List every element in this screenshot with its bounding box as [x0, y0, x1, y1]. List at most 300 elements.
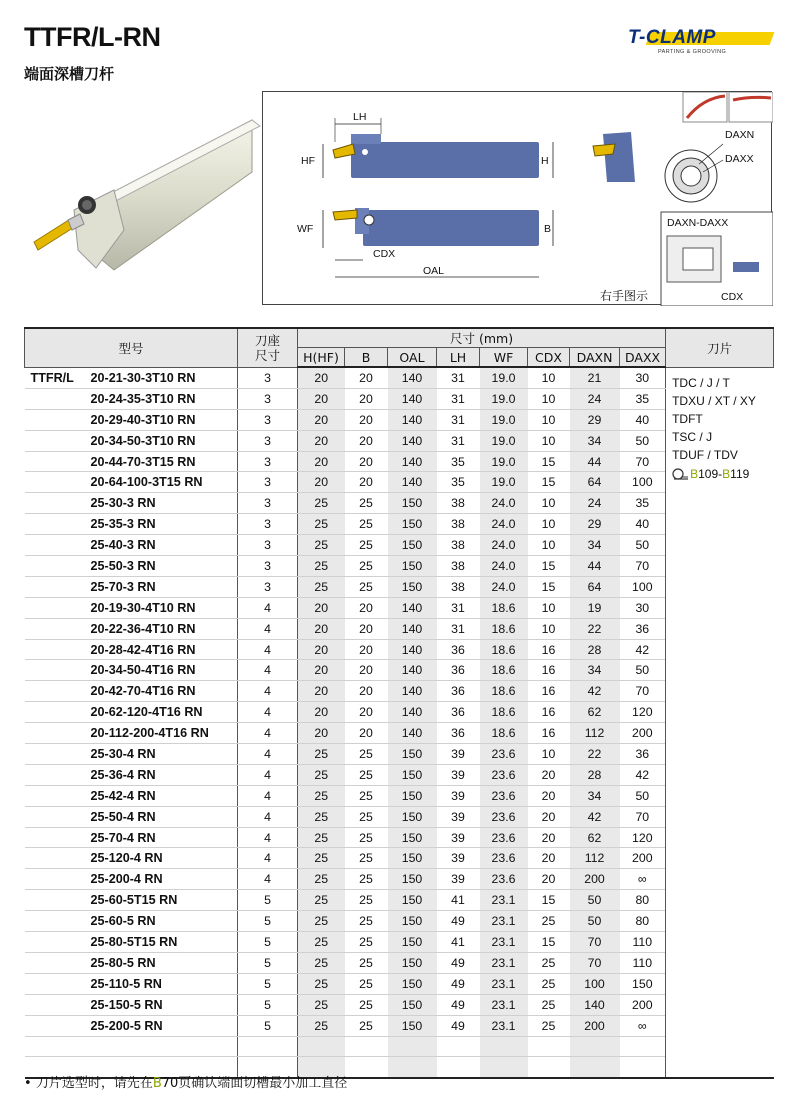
value-cell: 10: [528, 744, 570, 765]
value-cell: 150: [388, 556, 437, 577]
model-code: 20-64-100-3T15 RN: [90, 475, 203, 490]
value-cell: 22: [570, 744, 620, 765]
label-daxn: DAXN: [725, 129, 755, 141]
value-cell: 24.0: [480, 535, 528, 556]
value-cell: 10: [528, 388, 570, 409]
tool-holder-photo: [24, 110, 264, 300]
value-cell: 28: [570, 639, 620, 660]
table-row: [25, 952, 774, 973]
model-cell: [25, 1015, 238, 1036]
value-cell: 29: [570, 514, 620, 535]
value-cell: 19.0: [480, 430, 528, 451]
value-cell: 20: [298, 597, 345, 618]
model-cell: [25, 556, 238, 577]
value-cell: 18.6: [480, 660, 528, 681]
value-cell: 40: [620, 409, 666, 430]
value-cell: 25: [528, 911, 570, 932]
value-cell: 25: [298, 869, 345, 890]
label-h: H: [541, 155, 549, 167]
value-cell: 25: [298, 744, 345, 765]
page-title: TTFR/L-RN: [24, 22, 161, 52]
value-cell: 20: [345, 702, 388, 723]
value-cell: 140: [388, 472, 437, 493]
value-cell: 50: [570, 911, 620, 932]
value-cell: 140: [388, 409, 437, 430]
value-cell: 140: [388, 681, 437, 702]
value-cell: 20: [298, 702, 345, 723]
value-cell: 31: [437, 367, 480, 388]
model-cell: [25, 597, 238, 618]
value-cell: 34: [570, 660, 620, 681]
value-cell: 38: [437, 514, 480, 535]
seat-cell: 4: [238, 785, 298, 806]
value-cell: 20: [298, 472, 345, 493]
value-cell: 150: [388, 785, 437, 806]
value-cell: 200: [620, 848, 666, 869]
table-row: [25, 451, 774, 472]
value-cell: 23.1: [480, 932, 528, 953]
value-cell: 30: [620, 367, 666, 388]
brand-name: T-CLAMP: [628, 27, 716, 48]
value-cell: 100: [620, 576, 666, 597]
value-cell: 24.0: [480, 556, 528, 577]
value-cell: 25: [345, 744, 388, 765]
value-cell: 200: [570, 1015, 620, 1036]
value-cell: 10: [528, 618, 570, 639]
value-cell: 10: [528, 597, 570, 618]
value-cell: 150: [388, 911, 437, 932]
note-bullet: •: [24, 1076, 32, 1091]
value-cell: 25: [345, 764, 388, 785]
value-cell: 23.6: [480, 848, 528, 869]
value-cell: 70: [620, 806, 666, 827]
value-cell: 20: [298, 681, 345, 702]
model-cell: [25, 576, 238, 597]
value-cell: 20: [298, 639, 345, 660]
model-code: 20-29-40-3T10 RN: [90, 412, 196, 427]
value-cell: 20: [298, 723, 345, 744]
value-cell: 25: [345, 869, 388, 890]
model-code: 20-24-35-3T10 RN: [90, 391, 196, 406]
value-cell: 39: [437, 764, 480, 785]
value-cell: 20: [345, 723, 388, 744]
insert-item: TDFT: [672, 411, 703, 426]
value-cell: 25: [298, 827, 345, 848]
value-cell: 20: [528, 827, 570, 848]
note-text-before: 刀片选型时，请先在: [35, 1076, 153, 1091]
value-cell: 10: [528, 535, 570, 556]
value-cell: 20: [345, 430, 388, 451]
value-cell: 25: [345, 994, 388, 1015]
brand-logo: [628, 27, 773, 59]
value-cell: 20: [345, 639, 388, 660]
seat-cell: 4: [238, 597, 298, 618]
model-code: 25-110-5 RN: [90, 976, 162, 991]
value-cell: ∞: [620, 1015, 666, 1036]
value-cell: 36: [620, 618, 666, 639]
model-cell: [25, 639, 238, 660]
value-cell: 10: [528, 493, 570, 514]
value-cell: 70: [620, 451, 666, 472]
model-code: 20-44-70-3T15 RN: [90, 454, 196, 469]
value-cell: 140: [388, 723, 437, 744]
table-row: [25, 618, 774, 639]
value-cell: 100: [620, 472, 666, 493]
value-cell: 20: [345, 618, 388, 639]
value-cell: 20: [528, 785, 570, 806]
seat-cell: 4: [238, 723, 298, 744]
value-cell: 140: [388, 702, 437, 723]
value-cell: 25: [345, 576, 388, 597]
table-row: [25, 994, 774, 1015]
table-row-blank: [25, 1036, 774, 1057]
value-cell: 25: [528, 1015, 570, 1036]
value-cell: 10: [528, 430, 570, 451]
value-cell: 25: [345, 806, 388, 827]
model-cell: [25, 451, 238, 472]
insert-item: TDUF / TDV: [672, 448, 738, 463]
value-cell: 25: [345, 556, 388, 577]
value-cell: 20: [298, 409, 345, 430]
value-cell: 41: [437, 890, 480, 911]
header-seat-text: 刀座 尺寸: [254, 332, 280, 363]
value-cell: 15: [528, 556, 570, 577]
value-cell: 25: [298, 973, 345, 994]
value-cell: 15: [528, 932, 570, 953]
header-col: OAL: [388, 348, 437, 368]
model-cell: [25, 409, 238, 430]
seat-cell: 3: [238, 493, 298, 514]
value-cell: 25: [345, 785, 388, 806]
value-cell: 34: [570, 785, 620, 806]
value-cell: 20: [345, 681, 388, 702]
seat-cell: 3: [238, 367, 298, 388]
insert-ref-part: B: [722, 466, 731, 481]
value-cell: 110: [620, 932, 666, 953]
value-cell: 23.6: [480, 869, 528, 890]
value-cell: 25: [345, 848, 388, 869]
value-cell: 80: [620, 890, 666, 911]
value-cell: 25: [528, 973, 570, 994]
value-cell: 23.1: [480, 911, 528, 932]
value-cell: 16: [528, 681, 570, 702]
value-cell: 15: [528, 576, 570, 597]
label-section: DAXN-DAXX: [667, 217, 729, 229]
table-row: [25, 764, 774, 785]
header-col: CDX: [528, 348, 570, 368]
model-cell: [25, 744, 238, 765]
model-code: 25-40-3 RN: [90, 538, 156, 553]
value-cell: 25: [298, 535, 345, 556]
value-cell: 19.0: [480, 472, 528, 493]
value-cell: 150: [388, 744, 437, 765]
value-cell: 44: [570, 556, 620, 577]
seat-cell: 5: [238, 973, 298, 994]
seat-cell: 4: [238, 806, 298, 827]
value-cell: 28: [570, 764, 620, 785]
model-cell: [25, 472, 238, 493]
label-daxx: DAXX: [725, 153, 754, 165]
value-cell: 42: [570, 681, 620, 702]
value-cell: 42: [620, 764, 666, 785]
value-cell: 150: [388, 535, 437, 556]
seat-cell: 4: [238, 639, 298, 660]
table-row: [25, 806, 774, 827]
seat-cell: 3: [238, 514, 298, 535]
seat-cell: 4: [238, 744, 298, 765]
header-dims: 尺寸 (mm): [298, 328, 666, 348]
page-subtitle: 端面深槽刀杆: [24, 65, 115, 83]
value-cell: 25: [298, 493, 345, 514]
label-cdx2: CDX: [721, 291, 744, 303]
model-code: 25-200-5 RN: [90, 1018, 163, 1033]
label-wf: WF: [297, 223, 314, 235]
insert-page-ref[interactable]: [672, 465, 774, 483]
value-cell: 25: [345, 535, 388, 556]
value-cell: 10: [528, 514, 570, 535]
value-cell: 25: [345, 827, 388, 848]
value-cell: 42: [570, 806, 620, 827]
value-cell: 150: [388, 764, 437, 785]
value-cell: 120: [620, 827, 666, 848]
value-cell: 25: [528, 994, 570, 1015]
value-cell: 42: [620, 639, 666, 660]
model-cell: [25, 806, 238, 827]
value-cell: 21: [570, 367, 620, 388]
value-cell: 120: [620, 702, 666, 723]
value-cell: 20: [345, 472, 388, 493]
value-cell: 49: [437, 994, 480, 1015]
table-row: [25, 556, 774, 577]
value-cell: 70: [620, 681, 666, 702]
value-cell: 24: [570, 493, 620, 514]
value-cell: 16: [528, 702, 570, 723]
right-hand-caption: 右手图示: [600, 289, 649, 303]
value-cell: 49: [437, 952, 480, 973]
value-cell: 62: [570, 702, 620, 723]
seat-cell: 3: [238, 409, 298, 430]
value-cell: 29: [570, 409, 620, 430]
value-cell: 25: [298, 514, 345, 535]
value-cell: 150: [388, 952, 437, 973]
model-code: 25-80-5 RN: [90, 955, 156, 970]
value-cell: 31: [437, 409, 480, 430]
model-cell: [25, 535, 238, 556]
model-code: 25-60-5 RN: [90, 914, 156, 929]
value-cell: 150: [388, 806, 437, 827]
value-cell: 25: [298, 952, 345, 973]
value-cell: 23.6: [480, 764, 528, 785]
seat-cell: 4: [238, 618, 298, 639]
table-row: [25, 890, 774, 911]
value-cell: 140: [388, 388, 437, 409]
value-cell: 24.0: [480, 514, 528, 535]
table-row: [25, 744, 774, 765]
seat-cell: 5: [238, 952, 298, 973]
value-cell: 150: [388, 576, 437, 597]
insert-item: TDXU / XT / XY: [672, 393, 756, 408]
model-code: 25-80-5T15 RN: [90, 934, 178, 949]
table-row: [25, 785, 774, 806]
value-cell: 24.0: [480, 576, 528, 597]
model-code: 20-42-70-4T16 RN: [90, 684, 196, 699]
value-cell: 140: [570, 994, 620, 1015]
model-code: 20-34-50-3T10 RN: [90, 433, 196, 448]
footer-note: [24, 1072, 347, 1091]
table-row: [25, 367, 774, 388]
value-cell: 23.6: [480, 827, 528, 848]
model-code: 20-21-30-3T10 RN: [90, 370, 196, 385]
model-code: 25-60-5T15 RN: [90, 893, 178, 908]
table-row: [25, 911, 774, 932]
seat-cell: 5: [238, 1015, 298, 1036]
value-cell: 20: [345, 388, 388, 409]
value-cell: 19.0: [480, 388, 528, 409]
model-cell: [25, 932, 238, 953]
header-col: DAXX: [620, 348, 666, 368]
value-cell: 38: [437, 576, 480, 597]
value-cell: 19.0: [480, 367, 528, 388]
value-cell: 25: [345, 911, 388, 932]
value-cell: 140: [388, 430, 437, 451]
value-cell: 50: [570, 890, 620, 911]
model-code: 20-62-120-4T16 RN: [90, 705, 203, 720]
model-code: 20-22-36-4T10 RN: [90, 621, 196, 636]
seat-cell: 4: [238, 702, 298, 723]
model-code: 25-50-3 RN: [90, 558, 156, 573]
value-cell: 39: [437, 827, 480, 848]
model-cell: [25, 764, 238, 785]
value-cell: 39: [437, 869, 480, 890]
value-cell: 19.0: [480, 451, 528, 472]
insert-list: [666, 367, 774, 1078]
value-cell: 140: [388, 451, 437, 472]
model-prefix: TTFR/L: [30, 370, 74, 385]
value-cell: 18.6: [480, 723, 528, 744]
value-cell: 18.6: [480, 681, 528, 702]
value-cell: 10: [528, 367, 570, 388]
value-cell: 19: [570, 597, 620, 618]
label-hf: HF: [301, 155, 315, 167]
value-cell: 20: [298, 618, 345, 639]
value-cell: 22: [570, 618, 620, 639]
label-b: B: [544, 223, 552, 235]
value-cell: 20: [298, 660, 345, 681]
value-cell: 50: [620, 785, 666, 806]
value-cell: 112: [570, 848, 620, 869]
value-cell: 20: [345, 409, 388, 430]
label-lh: LH: [353, 111, 367, 123]
value-cell: 20: [345, 367, 388, 388]
value-cell: 25: [345, 932, 388, 953]
value-cell: 23.6: [480, 785, 528, 806]
insert-item: TDC / J / T: [672, 375, 730, 390]
seat-cell: 4: [238, 764, 298, 785]
value-cell: 20: [345, 597, 388, 618]
value-cell: 35: [620, 388, 666, 409]
value-cell: 36: [437, 660, 480, 681]
value-cell: 35: [437, 451, 480, 472]
value-cell: 16: [528, 723, 570, 744]
value-cell: 36: [437, 639, 480, 660]
value-cell: 20: [298, 367, 345, 388]
value-cell: 31: [437, 597, 480, 618]
value-cell: 31: [437, 388, 480, 409]
model-code: 25-70-3 RN: [90, 579, 156, 594]
value-cell: 23.6: [480, 806, 528, 827]
table-row: [25, 535, 774, 556]
value-cell: 25: [345, 514, 388, 535]
seat-cell: 4: [238, 681, 298, 702]
model-cell: [25, 723, 238, 744]
model-cell: [25, 618, 238, 639]
table-row: [25, 514, 774, 535]
model-code: 25-30-4 RN: [90, 746, 156, 761]
value-cell: 20: [298, 388, 345, 409]
value-cell: 50: [620, 660, 666, 681]
value-cell: 150: [388, 973, 437, 994]
label-cdx: CDX: [373, 248, 396, 260]
model-code: 25-30-3 RN: [90, 496, 156, 511]
technical-diagram: [262, 91, 772, 305]
seat-cell: 5: [238, 994, 298, 1015]
seat-cell: 5: [238, 911, 298, 932]
model-code: 25-150-5 RN: [90, 997, 163, 1012]
model-cell: [25, 702, 238, 723]
value-cell: 18.6: [480, 597, 528, 618]
value-cell: 100: [570, 973, 620, 994]
value-cell: 38: [437, 556, 480, 577]
model-cell: [25, 869, 238, 890]
table-row: [25, 681, 774, 702]
model-cell: [25, 785, 238, 806]
model-cell: [25, 994, 238, 1015]
seat-cell: 3: [238, 430, 298, 451]
seat-cell: 3: [238, 535, 298, 556]
value-cell: 35: [620, 493, 666, 514]
value-cell: 150: [388, 514, 437, 535]
insert-ref-part: B: [690, 466, 699, 481]
value-cell: 25: [298, 848, 345, 869]
value-cell: 150: [388, 827, 437, 848]
value-cell: 110: [620, 952, 666, 973]
note-ref: B: [152, 1076, 162, 1091]
table-row: [25, 848, 774, 869]
value-cell: 150: [620, 973, 666, 994]
model-code: 25-120-4 RN: [90, 851, 163, 866]
table-row: [25, 702, 774, 723]
value-cell: 64: [570, 472, 620, 493]
header-seat: [238, 328, 298, 367]
value-cell: 20: [528, 764, 570, 785]
model-code: 20-19-30-4T10 RN: [90, 600, 196, 615]
value-cell: 24: [570, 388, 620, 409]
value-cell: 20: [298, 451, 345, 472]
value-cell: 35: [437, 472, 480, 493]
model-cell: [25, 514, 238, 535]
book-icon: [672, 468, 690, 480]
seat-cell: 5: [238, 890, 298, 911]
model-code: 25-35-3 RN: [90, 517, 156, 532]
value-cell: 25: [298, 785, 345, 806]
value-cell: 36: [437, 702, 480, 723]
value-cell: 15: [528, 890, 570, 911]
value-cell: 31: [437, 618, 480, 639]
table-row: [25, 869, 774, 890]
header-model: 型号: [25, 328, 238, 367]
value-cell: 38: [437, 535, 480, 556]
model-cell: [25, 367, 238, 388]
